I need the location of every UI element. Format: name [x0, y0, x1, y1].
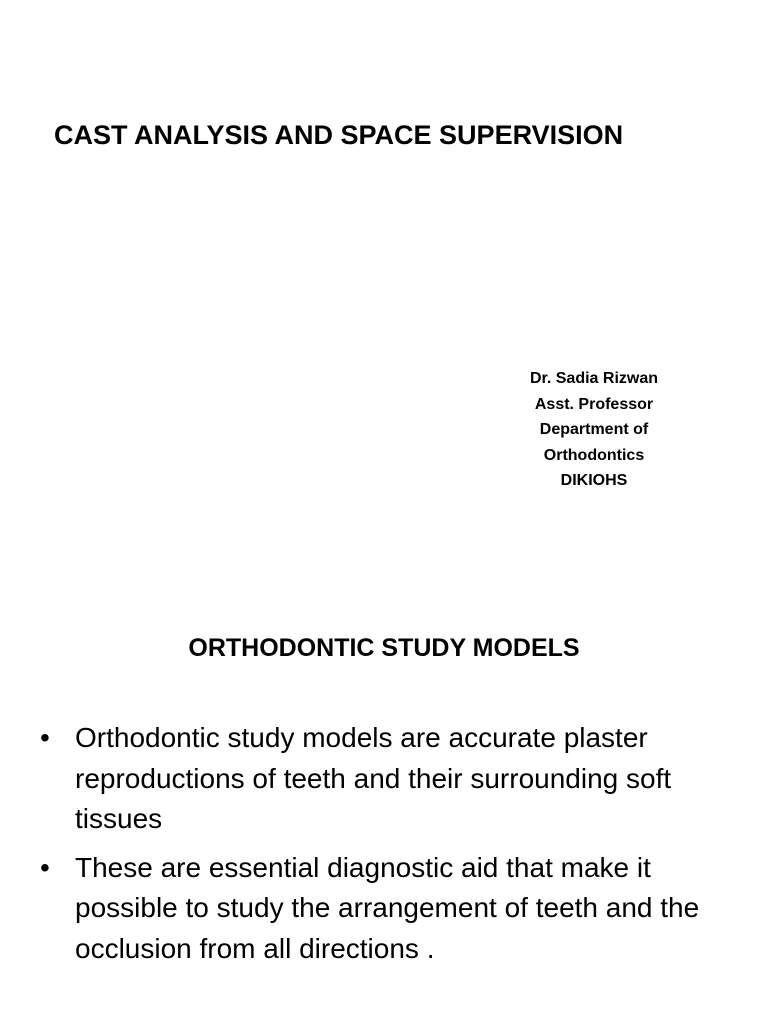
bullet-icon: •	[40, 851, 50, 883]
bullet-text: Orthodontic study models are accurate plaster reproductions of teeth and their surrounding soft tissues	[75, 722, 672, 834]
author-institution: DIKIOHS	[560, 472, 628, 489]
author-position: Asst. Professor	[534, 395, 654, 413]
bullet-icon: •	[40, 722, 50, 753]
bullet-item	[40, 718, 740, 840]
author-department-name: Orthodontics	[543, 446, 645, 464]
bullet-list	[40, 718, 740, 977]
presentation-title: CAST ANALYSIS AND SPACE SUPERVISION	[54, 120, 624, 150]
bullet-item	[40, 848, 740, 970]
author-department: Department of	[539, 421, 649, 438]
author-name: Dr. Sadia Rizwan	[529, 370, 659, 387]
author-info	[470, 366, 718, 494]
bullet-text: These are essential diagnostic aid that make it possible to study the arrangement of teeth and the occlusion from all directions .	[75, 851, 700, 964]
slide-title: ORTHODONTIC STUDY MODELS	[188, 634, 580, 662]
content-slide	[0, 576, 768, 1024]
